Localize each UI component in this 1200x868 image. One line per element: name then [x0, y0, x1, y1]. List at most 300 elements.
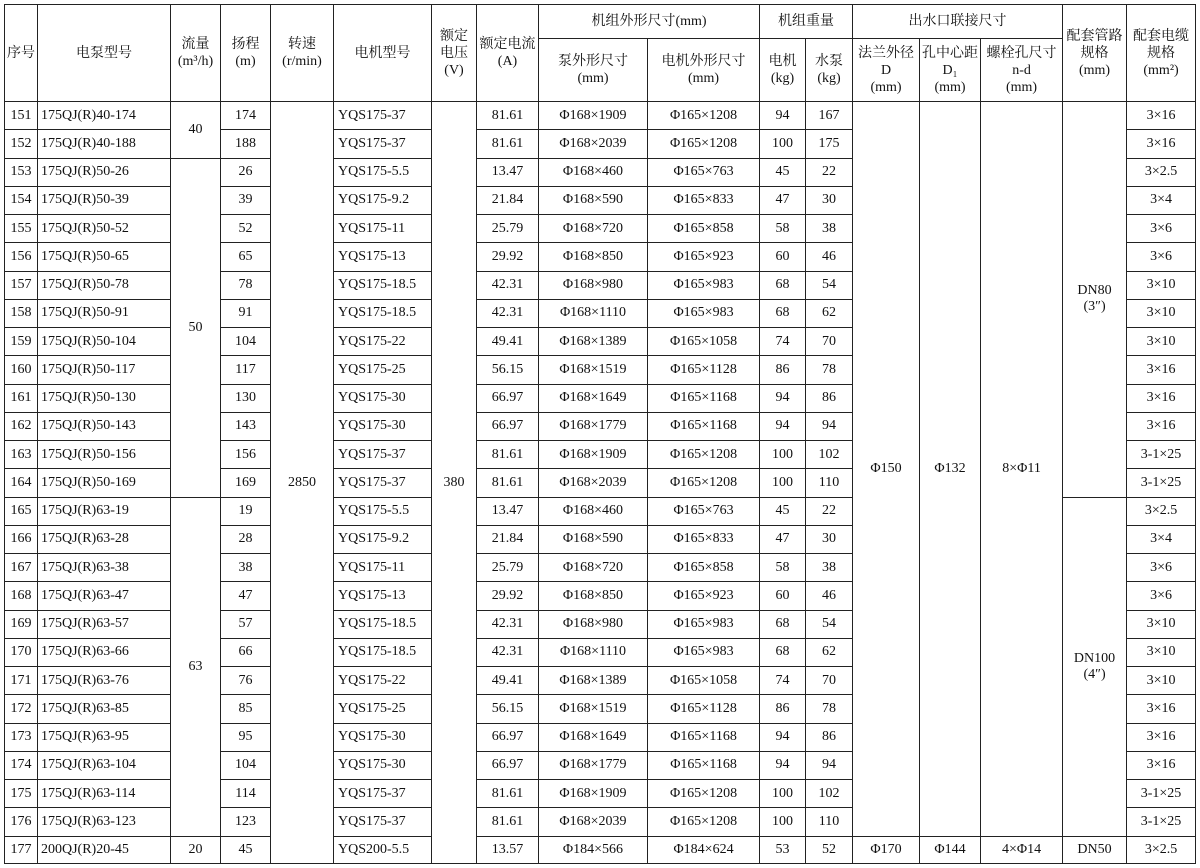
cell-weight-motor: 100: [760, 808, 806, 836]
cell-motor-dims: Φ165×858: [648, 554, 760, 582]
cell-weight-pump: 86: [806, 723, 853, 751]
cell-motor-dims: Φ165×1128: [648, 695, 760, 723]
cell-pump-dims: Φ168×850: [539, 243, 648, 271]
cell-pump-dims: Φ168×2039: [539, 469, 648, 497]
cell-seq: 176: [5, 808, 38, 836]
cell-seq: 158: [5, 299, 38, 327]
header-flow: 流量 (m³/h): [171, 5, 221, 102]
cell-speed: [271, 102, 334, 864]
cell-motor-dims: Φ165×1208: [648, 780, 760, 808]
cell-head: 169: [221, 469, 271, 497]
cell-head: 19: [221, 497, 271, 525]
cell-weight-motor: 100: [760, 130, 806, 158]
header-cable: 配套电缆规格 (mm²): [1127, 5, 1196, 102]
cell-current: 21.84: [477, 525, 539, 553]
cell-motor: YQS175-30: [334, 412, 432, 440]
cell-head: 123: [221, 808, 271, 836]
cell-pump-dims: Φ168×1649: [539, 723, 648, 751]
cell-pump-dims: Φ168×2039: [539, 130, 648, 158]
cell-model: 175QJ(R)50-26: [38, 158, 171, 186]
cell-pump-dims: Φ168×460: [539, 158, 648, 186]
cell-hole-center: [920, 836, 981, 864]
cell-motor: YQS175-25: [334, 356, 432, 384]
cell-motor-dims: Φ165×983: [648, 299, 760, 327]
cell-motor: YQS175-30: [334, 751, 432, 779]
cell-seq: 171: [5, 667, 38, 695]
cell-model: 175QJ(R)63-114: [38, 780, 171, 808]
cell-flange-od-text: Φ150: [870, 460, 902, 476]
cell-current: 81.61: [477, 130, 539, 158]
cell-current: 66.97: [477, 384, 539, 412]
cell-model: 175QJ(R)50-143: [38, 412, 171, 440]
cell-current: 66.97: [477, 412, 539, 440]
cell-motor: YQS175-30: [334, 723, 432, 751]
cell-flow-text: 63: [188, 658, 203, 674]
cell-pump-dims: Φ168×1909: [539, 102, 648, 130]
cell-weight-pump: 167: [806, 102, 853, 130]
cell-cable: 3×2.5: [1127, 158, 1196, 186]
cell-head: 39: [221, 186, 271, 214]
cell-head: 52: [221, 215, 271, 243]
cell-voltage-text: 380: [443, 474, 465, 490]
cell-seq: 154: [5, 186, 38, 214]
header-weight-pump: 水泵 (kg): [806, 39, 853, 102]
cell-current: 81.61: [477, 102, 539, 130]
cell-model: 175QJ(R)50-39: [38, 186, 171, 214]
cell-motor: YQS175-13: [334, 243, 432, 271]
cell-pump-dims: Φ168×1909: [539, 780, 648, 808]
cell-cable: 3×10: [1127, 667, 1196, 695]
cell-cable: 3-1×25: [1127, 441, 1196, 469]
table-row: [5, 102, 1196, 130]
cell-motor-dims: Φ165×763: [648, 158, 760, 186]
cell-pump-dims: Φ168×590: [539, 186, 648, 214]
cell-weight-motor: 68: [760, 271, 806, 299]
cell-cable: 3×10: [1127, 271, 1196, 299]
cell-weight-motor: 86: [760, 356, 806, 384]
cell-pump-dims: Φ168×1110: [539, 638, 648, 666]
cell-cable: 3×10: [1127, 610, 1196, 638]
cell-weight-pump: 70: [806, 667, 853, 695]
cell-pump-dims: Φ168×980: [539, 610, 648, 638]
cell-motor: YQS175-5.5: [334, 497, 432, 525]
cell-motor: YQS175-22: [334, 667, 432, 695]
cell-model: 200QJ(R)20-45: [38, 836, 171, 864]
cell-cable: 3×16: [1127, 751, 1196, 779]
cell-motor: YQS175-37: [334, 130, 432, 158]
cell-pipe: [1063, 497, 1127, 836]
cell-current: 49.41: [477, 328, 539, 356]
cell-weight-pump: 78: [806, 356, 853, 384]
cell-seq: 152: [5, 130, 38, 158]
header-bolt: 螺栓孔尺寸 n-d (mm): [981, 39, 1063, 102]
cell-seq: 155: [5, 215, 38, 243]
cell-seq: 157: [5, 271, 38, 299]
cell-pump-dims: Φ168×1519: [539, 356, 648, 384]
cell-motor: YQS175-11: [334, 554, 432, 582]
cell-weight-motor: 45: [760, 497, 806, 525]
cell-bolt: [981, 836, 1063, 864]
cell-pump-dims: Φ168×1779: [539, 412, 648, 440]
cell-weight-motor: 94: [760, 384, 806, 412]
cell-motor-dims: Φ165×1058: [648, 667, 760, 695]
cell-model: 175QJ(R)63-38: [38, 554, 171, 582]
cell-head: 65: [221, 243, 271, 271]
cell-motor: YQS175-18.5: [334, 299, 432, 327]
cell-current: 66.97: [477, 751, 539, 779]
cell-cable: 3×16: [1127, 412, 1196, 440]
cell-seq: 163: [5, 441, 38, 469]
cell-cable: 3×2.5: [1127, 836, 1196, 864]
cell-motor-dims: Φ165×1208: [648, 130, 760, 158]
cell-cable: 3×6: [1127, 243, 1196, 271]
cell-current: 49.41: [477, 667, 539, 695]
cell-weight-pump: 22: [806, 158, 853, 186]
cell-pipe-text: (3″): [1083, 299, 1106, 315]
cell-current: 29.92: [477, 582, 539, 610]
cell-motor: YQS175-22: [334, 328, 432, 356]
cell-seq: 166: [5, 525, 38, 553]
cell-motor-dims: Φ165×833: [648, 186, 760, 214]
cell-pump-dims: Φ168×980: [539, 271, 648, 299]
cell-motor: YQS175-37: [334, 780, 432, 808]
cell-current: 42.31: [477, 610, 539, 638]
cell-cable: 3×10: [1127, 328, 1196, 356]
cell-motor-dims: Φ165×983: [648, 610, 760, 638]
cell-current: 13.57: [477, 836, 539, 864]
cell-head: 76: [221, 667, 271, 695]
cell-seq: 164: [5, 469, 38, 497]
cell-bolt: [981, 102, 1063, 837]
cell-pipe-text: DN100: [1073, 650, 1116, 666]
cell-model: 175QJ(R)50-65: [38, 243, 171, 271]
cell-head: 114: [221, 780, 271, 808]
pump-spec-table: [4, 4, 1196, 864]
cell-current: 66.97: [477, 723, 539, 751]
cell-hole-center-text: Φ132: [934, 460, 966, 476]
cell-current: 42.31: [477, 271, 539, 299]
cell-head: 78: [221, 271, 271, 299]
cell-current: 29.92: [477, 243, 539, 271]
cell-cable: 3-1×25: [1127, 808, 1196, 836]
cell-motor: YQS175-5.5: [334, 158, 432, 186]
cell-cable: 3×10: [1127, 638, 1196, 666]
cell-weight-pump: 175: [806, 130, 853, 158]
cell-cable: 3-1×25: [1127, 780, 1196, 808]
cell-weight-motor: 100: [760, 441, 806, 469]
cell-seq: 168: [5, 582, 38, 610]
cell-weight-motor: 100: [760, 780, 806, 808]
cell-model: 175QJ(R)63-104: [38, 751, 171, 779]
cell-weight-pump: 62: [806, 638, 853, 666]
cell-weight-pump: 94: [806, 412, 853, 440]
cell-head: 130: [221, 384, 271, 412]
cell-motor: YQS175-9.2: [334, 525, 432, 553]
cell-pump-dims: Φ168×850: [539, 582, 648, 610]
cell-weight-motor: 47: [760, 525, 806, 553]
cell-flow: [171, 158, 221, 497]
cell-cable: 3×10: [1127, 299, 1196, 327]
cell-head: 38: [221, 554, 271, 582]
cell-head: 174: [221, 102, 271, 130]
cell-motor-dims: Φ165×923: [648, 582, 760, 610]
cell-weight-pump: 78: [806, 695, 853, 723]
cell-motor: YQS175-13: [334, 582, 432, 610]
cell-cable: 3×16: [1127, 130, 1196, 158]
cell-motor: YQS175-37: [334, 102, 432, 130]
cell-cable: 3×4: [1127, 525, 1196, 553]
cell-current: 25.79: [477, 215, 539, 243]
cell-pump-dims: Φ168×720: [539, 554, 648, 582]
cell-head: 66: [221, 638, 271, 666]
cell-current: 81.61: [477, 469, 539, 497]
cell-model: 175QJ(R)50-169: [38, 469, 171, 497]
table-body: [5, 102, 1196, 864]
cell-pump-dims: Φ168×1519: [539, 695, 648, 723]
cell-weight-motor: 74: [760, 667, 806, 695]
cell-speed-text: 2850: [288, 474, 316, 490]
cell-head: 143: [221, 412, 271, 440]
cell-flow-text: 40: [188, 121, 203, 137]
cell-seq: 161: [5, 384, 38, 412]
cell-motor: YQS175-37: [334, 441, 432, 469]
cell-weight-pump: 102: [806, 441, 853, 469]
cell-current: 21.84: [477, 186, 539, 214]
cell-weight-pump: 62: [806, 299, 853, 327]
cell-head: 104: [221, 328, 271, 356]
cell-motor-dims: Φ165×923: [648, 243, 760, 271]
table-row: [5, 836, 1196, 864]
cell-seq: 156: [5, 243, 38, 271]
cell-weight-motor: 53: [760, 836, 806, 864]
cell-pipe-text: (4″): [1083, 666, 1106, 682]
cell-current: 25.79: [477, 554, 539, 582]
cell-cable: 3×16: [1127, 356, 1196, 384]
cell-seq: 172: [5, 695, 38, 723]
cell-cable: 3×4: [1127, 186, 1196, 214]
cell-motor: YQS175-37: [334, 469, 432, 497]
cell-motor-dims: Φ165×1208: [648, 102, 760, 130]
cell-cable: 3×16: [1127, 384, 1196, 412]
cell-weight-motor: 100: [760, 469, 806, 497]
header-outlet-group: 出水口联接尺寸: [853, 5, 1063, 39]
cell-pipe: [1063, 102, 1127, 498]
cell-weight-pump: 30: [806, 525, 853, 553]
cell-seq: 169: [5, 610, 38, 638]
cell-weight-motor: 86: [760, 695, 806, 723]
cell-hole-center: [920, 102, 981, 837]
cell-current: 56.15: [477, 695, 539, 723]
cell-weight-pump: 30: [806, 186, 853, 214]
cell-weight-motor: 58: [760, 554, 806, 582]
cell-seq: 160: [5, 356, 38, 384]
cell-model: 175QJ(R)50-52: [38, 215, 171, 243]
cell-head: 117: [221, 356, 271, 384]
header-current: 额定电流 (A): [477, 5, 539, 102]
cell-model: 175QJ(R)50-117: [38, 356, 171, 384]
header-speed: 转速 (r/min): [271, 5, 334, 102]
cell-motor-dims: Φ165×763: [648, 497, 760, 525]
cell-flange-od-text: Φ170: [870, 841, 902, 857]
cell-hole-center-text: Φ144: [934, 841, 966, 857]
cell-model: 175QJ(R)63-47: [38, 582, 171, 610]
cell-model: 175QJ(R)50-91: [38, 299, 171, 327]
cell-head: 47: [221, 582, 271, 610]
cell-pump-dims: Φ184×566: [539, 836, 648, 864]
header-pipe: 配套管路规格 (mm): [1063, 5, 1127, 102]
header-model: 电泵型号: [38, 5, 171, 102]
cell-pump-dims: Φ168×2039: [539, 808, 648, 836]
cell-weight-motor: 94: [760, 412, 806, 440]
cell-weight-motor: 94: [760, 723, 806, 751]
cell-motor-dims: Φ165×833: [648, 525, 760, 553]
cell-bolt-text: 8×Φ11: [1002, 460, 1041, 476]
cell-current: 81.61: [477, 808, 539, 836]
cell-model: 175QJ(R)63-28: [38, 525, 171, 553]
cell-weight-motor: 68: [760, 299, 806, 327]
cell-flange-od: [853, 102, 920, 837]
cell-weight-pump: 54: [806, 610, 853, 638]
cell-motor-dims: Φ165×1168: [648, 412, 760, 440]
cell-motor: YQS175-25: [334, 695, 432, 723]
cell-seq: 177: [5, 836, 38, 864]
header-hole-center: 孔中心距 D₁ (mm): [920, 39, 981, 102]
cell-motor-dims: Φ165×1058: [648, 328, 760, 356]
cell-flow-text: 50: [188, 319, 203, 335]
cell-cable: 3×2.5: [1127, 497, 1196, 525]
header-head: 扬程 (m): [221, 5, 271, 102]
cell-head: 45: [221, 836, 271, 864]
cell-cable: 3-1×25: [1127, 469, 1196, 497]
cell-bolt-text: 4×Φ14: [1001, 841, 1042, 857]
cell-motor: YQS175-9.2: [334, 186, 432, 214]
cell-weight-pump: 46: [806, 582, 853, 610]
cell-weight-motor: 60: [760, 243, 806, 271]
cell-model: 175QJ(R)50-104: [38, 328, 171, 356]
cell-seq: 173: [5, 723, 38, 751]
cell-head: 95: [221, 723, 271, 751]
cell-motor-dims: Φ165×1208: [648, 441, 760, 469]
cell-head: 156: [221, 441, 271, 469]
cell-pump-dims: Φ168×1389: [539, 328, 648, 356]
cell-motor-dims: Φ165×983: [648, 638, 760, 666]
cell-pump-dims: Φ168×1110: [539, 299, 648, 327]
cell-seq: 175: [5, 780, 38, 808]
cell-pipe-text: DN50: [1077, 841, 1112, 857]
cell-weight-pump: 110: [806, 469, 853, 497]
cell-weight-motor: 94: [760, 102, 806, 130]
cell-motor-dims: Φ165×1168: [648, 384, 760, 412]
cell-weight-motor: 94: [760, 751, 806, 779]
cell-model: 175QJ(R)40-188: [38, 130, 171, 158]
cell-current: 42.31: [477, 299, 539, 327]
cell-seq: 170: [5, 638, 38, 666]
cell-weight-pump: 54: [806, 271, 853, 299]
cell-weight-pump: 52: [806, 836, 853, 864]
cell-weight-motor: 58: [760, 215, 806, 243]
cell-motor: YQS200-5.5: [334, 836, 432, 864]
cell-cable: 3×16: [1127, 102, 1196, 130]
cell-weight-pump: 22: [806, 497, 853, 525]
cell-flow: [171, 497, 221, 836]
cell-model: 175QJ(R)63-123: [38, 808, 171, 836]
cell-head: 85: [221, 695, 271, 723]
cell-head: 91: [221, 299, 271, 327]
cell-flow: [171, 102, 221, 159]
cell-cable: 3×16: [1127, 723, 1196, 751]
cell-weight-pump: 94: [806, 751, 853, 779]
table-header: [5, 5, 1196, 102]
cell-weight-pump: 70: [806, 328, 853, 356]
header-motor-dims: 电机外形尺寸 (mm): [648, 39, 760, 102]
cell-weight-pump: 102: [806, 780, 853, 808]
cell-current: 56.15: [477, 356, 539, 384]
cell-cable: 3×6: [1127, 582, 1196, 610]
cell-pipe: [1063, 836, 1127, 864]
cell-motor-dims: Φ184×624: [648, 836, 760, 864]
cell-head: 57: [221, 610, 271, 638]
cell-current: 81.61: [477, 441, 539, 469]
cell-weight-motor: 74: [760, 328, 806, 356]
cell-pump-dims: Φ168×720: [539, 215, 648, 243]
cell-seq: 153: [5, 158, 38, 186]
cell-motor-dims: Φ165×1168: [648, 751, 760, 779]
cell-head: 104: [221, 751, 271, 779]
header-seq: 序号: [5, 5, 38, 102]
cell-motor: YQS175-18.5: [334, 610, 432, 638]
cell-weight-pump: 38: [806, 554, 853, 582]
cell-weight-motor: 68: [760, 638, 806, 666]
cell-cable: 3×6: [1127, 215, 1196, 243]
header-pump-dims: 泵外形尺寸 (mm): [539, 39, 648, 102]
cell-motor-dims: Φ165×1168: [648, 723, 760, 751]
cell-seq: 162: [5, 412, 38, 440]
cell-weight-pump: 86: [806, 384, 853, 412]
header-weight-group: 机组重量: [760, 5, 853, 39]
cell-seq: 151: [5, 102, 38, 130]
cell-head: 26: [221, 158, 271, 186]
cell-flange-od: [853, 836, 920, 864]
cell-pump-dims: Φ168×1779: [539, 751, 648, 779]
cell-model: 175QJ(R)63-66: [38, 638, 171, 666]
cell-weight-pump: 110: [806, 808, 853, 836]
header-voltage: 额定电压 (V): [432, 5, 477, 102]
cell-seq: 159: [5, 328, 38, 356]
cell-voltage: [432, 102, 477, 864]
cell-model: 175QJ(R)50-156: [38, 441, 171, 469]
cell-pump-dims: Φ168×1909: [539, 441, 648, 469]
cell-model: 175QJ(R)63-19: [38, 497, 171, 525]
cell-model: 175QJ(R)50-78: [38, 271, 171, 299]
cell-weight-motor: 47: [760, 186, 806, 214]
cell-model: 175QJ(R)63-76: [38, 667, 171, 695]
header-dims-group: 机组外形尺寸(mm): [539, 5, 760, 39]
cell-flow: [171, 836, 221, 864]
cell-pipe-text: DN80: [1077, 283, 1112, 299]
cell-pump-dims: Φ168×590: [539, 525, 648, 553]
cell-flow-text: 20: [188, 841, 203, 857]
cell-cable: 3×6: [1127, 554, 1196, 582]
cell-weight-motor: 68: [760, 610, 806, 638]
cell-motor-dims: Φ165×1208: [648, 469, 760, 497]
cell-model: 175QJ(R)63-85: [38, 695, 171, 723]
cell-motor: YQS175-18.5: [334, 638, 432, 666]
header-weight-motor: 电机 (kg): [760, 39, 806, 102]
cell-motor: YQS175-30: [334, 384, 432, 412]
cell-current: 13.47: [477, 158, 539, 186]
cell-seq: 167: [5, 554, 38, 582]
cell-motor-dims: Φ165×858: [648, 215, 760, 243]
